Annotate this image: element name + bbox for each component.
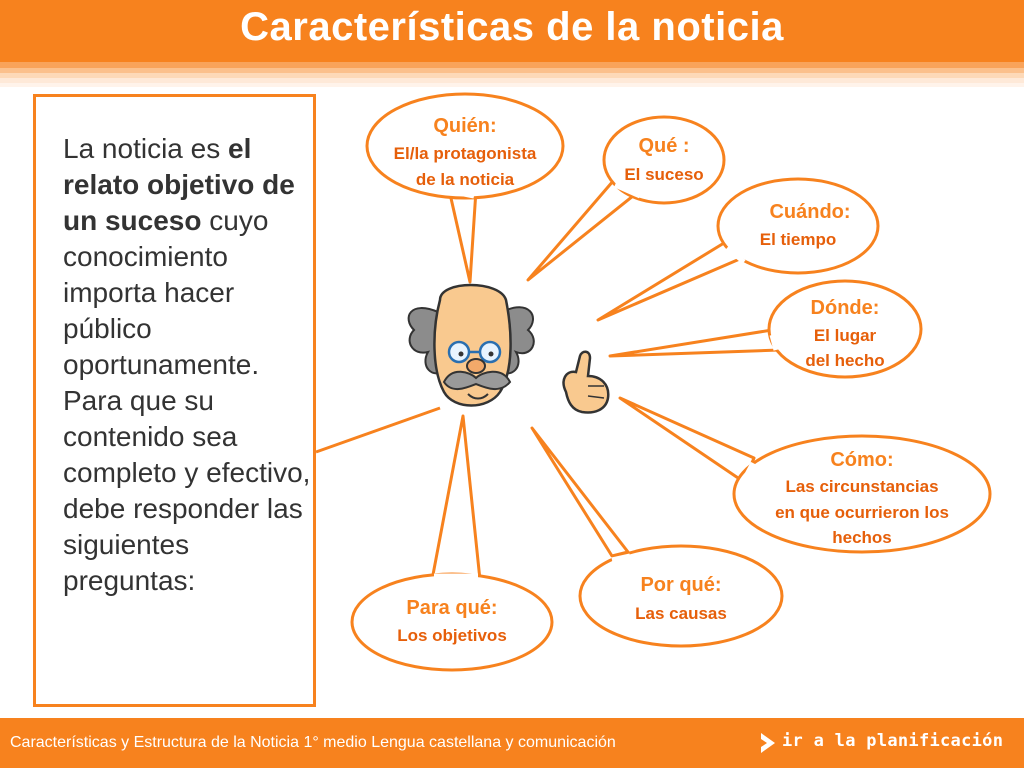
- professor-character-icon: [409, 285, 609, 412]
- definition-text-part2: cuyo conocimiento importa hacer público oportunamente. Para que su contenido sea completo y efectivo, debe responder las siguientes preguntas:: [63, 205, 311, 596]
- bubble-donde-title: Dónde:: [810, 297, 880, 319]
- bubble-porque-line1: Las causas: [635, 604, 727, 623]
- textbox-callout-line: [316, 408, 440, 452]
- definition-text-bold: el relato objetivo de un suceso: [63, 133, 295, 236]
- bubble-quien-line1: El/la protagonista: [393, 144, 537, 163]
- bubble-quien-title: Quién:: [433, 115, 497, 137]
- footer-bar: [0, 718, 1024, 768]
- bubble-como-title: Cómo:: [830, 449, 894, 471]
- bubble-como-line2: en que ocurrieron los: [775, 503, 949, 522]
- bubble-paraque: [352, 416, 552, 670]
- definition-text-part1: La noticia es: [63, 133, 228, 164]
- bubble-paraque-line1: Los objetivos: [397, 626, 507, 645]
- bubble-porque-title: Por qué:: [640, 574, 722, 596]
- planning-link-label: ir a la planificación: [782, 731, 1004, 751]
- bubble-cuando-title: Cuándo:: [769, 201, 851, 223]
- bubble-como-line1: Las circunstancias: [785, 477, 939, 496]
- page-title: Características de la noticia: [240, 5, 784, 49]
- definition-box: [33, 94, 316, 707]
- definition-text: [63, 131, 317, 599]
- bubble-como: [620, 398, 990, 552]
- bubble-paraque-title: Para qué:: [406, 597, 498, 619]
- bubble-que-line1: El suceso: [624, 165, 704, 184]
- bubble-donde-line1: El lugar: [813, 326, 877, 345]
- planning-link-button[interactable]: [758, 730, 1008, 756]
- footer-caption: Características y Estructura de la Noticia 1° medio Lengua castellana y comunicación: [10, 734, 616, 751]
- bubble-que-title: Qué :: [638, 135, 690, 157]
- bubble-quien-line2: de la noticia: [415, 170, 515, 189]
- bubble-cuando-line1: El tiempo: [759, 230, 837, 249]
- bubble-donde-line2: del hecho: [805, 351, 885, 370]
- chevron-right-icon: [758, 731, 778, 755]
- bubble-como-line3: hechos: [832, 528, 892, 547]
- bubble-quien: [367, 94, 563, 282]
